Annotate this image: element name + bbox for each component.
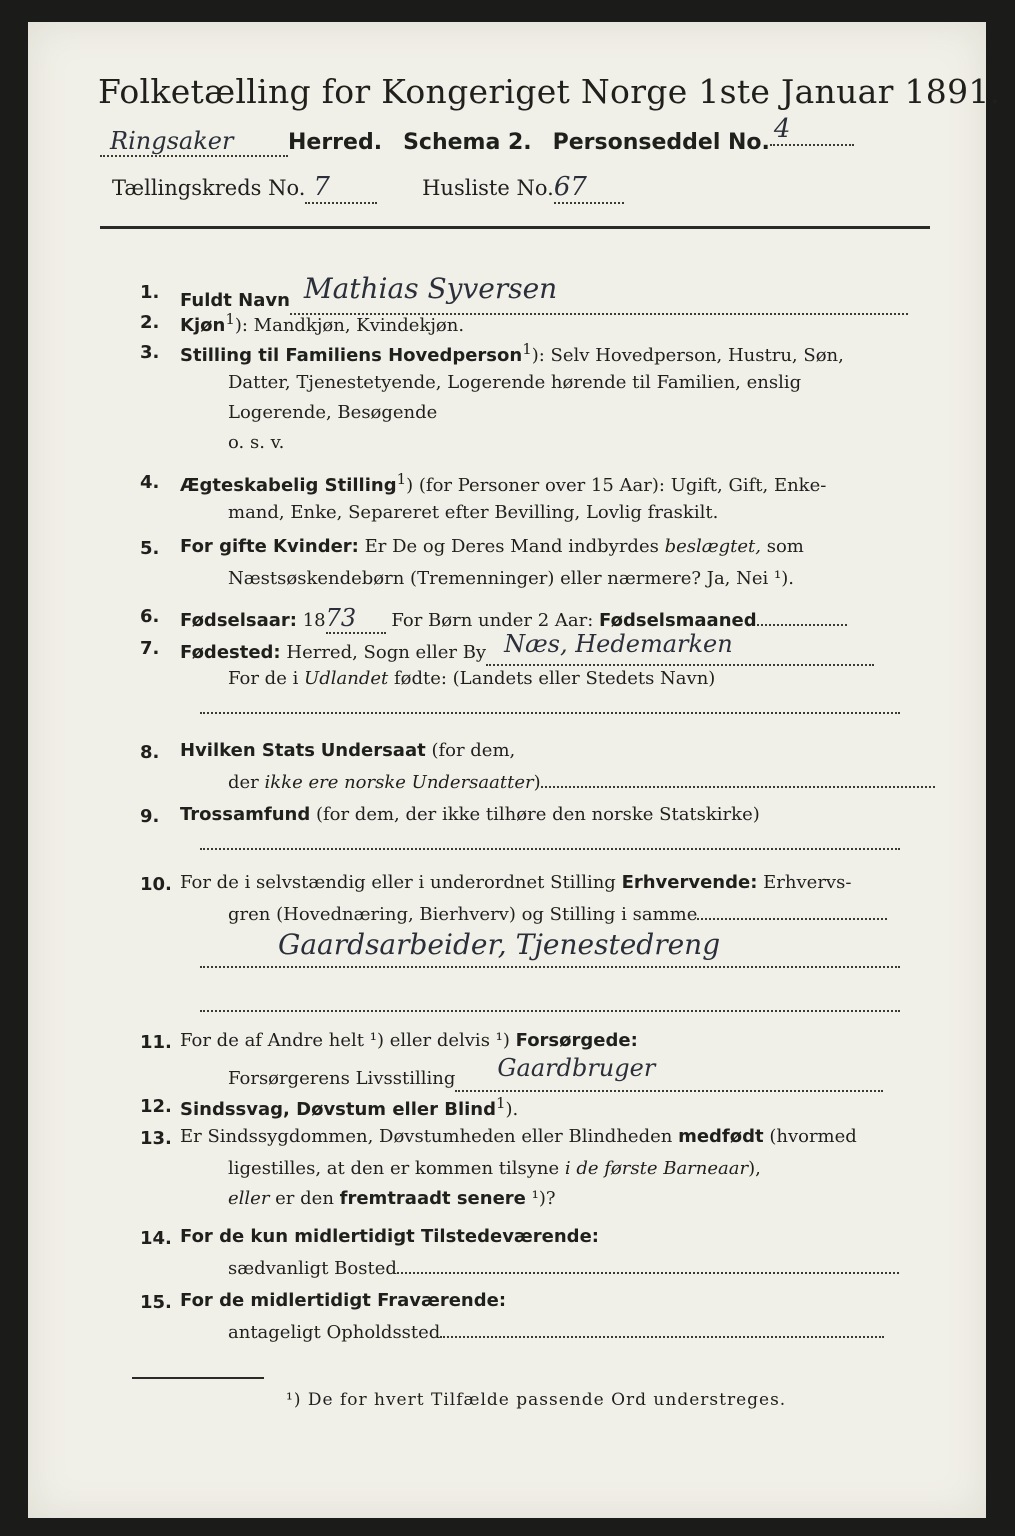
- birthplace-options: Herred, Sogn eller By: [286, 642, 487, 663]
- dependents-label: Forsørgede:: [515, 1030, 638, 1051]
- congenital-line-2: [228, 1158, 761, 1179]
- gender-footnote-mark: 1: [225, 310, 235, 328]
- item-number-4: 4.: [140, 472, 160, 493]
- herred-value: Ringsaker: [100, 127, 288, 157]
- congenital-text-2b: i de første Barneaar: [564, 1158, 749, 1179]
- later-onset-label: fremtraadt senere: [339, 1188, 526, 1209]
- occupation-line-4: [200, 1010, 900, 1012]
- position-options-2: Datter, Tjenestetyende, Logerende hørende til Familien, enslig: [228, 372, 802, 393]
- birthplace-abroad-c: fødte: (Landets eller Stedets Navn): [388, 668, 716, 689]
- marital-options-1: ) (for Personer over 15 Aar): Ugift, Gift, Enke-: [406, 475, 827, 496]
- census-form-page: [28, 22, 1001, 1518]
- citizenship-line-2: [228, 772, 935, 793]
- herred-line: [100, 114, 854, 158]
- marital-label: Ægteskabelig Stilling: [180, 475, 397, 496]
- citizenship-text-b: ikke ere norske Undersaatter: [264, 772, 534, 793]
- schema-label: Schema 2.: [403, 130, 532, 155]
- married-women-question-a: Er De og Deres Mand indbyrdes: [364, 536, 665, 557]
- item-number-14: 14.: [140, 1228, 172, 1249]
- full-name-label: Fuldt Navn: [180, 290, 290, 311]
- occupation-text-2: gren (Hovednæring, Bierhverv) og Stilling i samme: [228, 904, 698, 925]
- item-7-birthplace: [180, 630, 874, 666]
- citizenship-label-b: Undersaat: [320, 740, 426, 761]
- birth-month-intro: For Børn under 2 Aar:: [391, 610, 594, 631]
- item-number-9: 9.: [140, 806, 160, 827]
- personseddel-label: Personseddel No.: [552, 130, 770, 155]
- kreds-value: 7: [305, 172, 377, 204]
- citizenship-qualifier: (for dem,: [431, 740, 516, 761]
- footnote: ¹) De for hvert Tilfælde passende Ord understreges.: [286, 1390, 787, 1410]
- item-8-citizenship: [180, 740, 515, 761]
- citizenship-text-c: ): [533, 772, 541, 793]
- item-10-occupation: [180, 872, 851, 893]
- item-3-position: [180, 340, 844, 366]
- form-title: Folketælling for Kongeriget Norge 1ste Januar 1891.: [98, 72, 1001, 111]
- congenital-line-3: [228, 1188, 556, 1209]
- married-women-question-b: beslægtet,: [664, 536, 762, 557]
- presumed-residence-line: [228, 1322, 884, 1343]
- birthplace-abroad: [228, 668, 715, 689]
- occupation-label: Erhvervende:: [621, 872, 758, 893]
- footnote-rule: [132, 1377, 264, 1379]
- item-13-congenital: [180, 1126, 857, 1147]
- congenital-text-3c: ¹)?: [525, 1188, 556, 1209]
- dependents-intro: For de af Andre helt ¹) eller delvis ¹): [180, 1030, 510, 1051]
- occupation-line-2: [228, 904, 887, 925]
- item-2-gender: [180, 310, 464, 336]
- item-12-disability: [180, 1094, 518, 1120]
- item-number-5: 5.: [140, 538, 160, 559]
- husliste-value: 67: [554, 172, 624, 204]
- temporary-absent-label: For de midlertidigt Fraværende:: [180, 1290, 507, 1311]
- disability-text: ).: [505, 1099, 519, 1120]
- occupation-intro: For de i selvstændig eller i underordnet Stilling: [180, 872, 616, 893]
- disability-label: Sindssvag, Døvstum eller Blind: [180, 1099, 496, 1120]
- birth-year-label: Fødselsaar:: [180, 610, 297, 631]
- item-number-6: 6.: [140, 606, 160, 627]
- husliste-label: Husliste No.: [422, 176, 554, 200]
- kreds-label: Tællingskreds No.: [112, 176, 306, 200]
- item-number-1: 1.: [140, 282, 160, 303]
- citizenship-label-a: Hvilken Stats: [180, 740, 315, 761]
- item-number-11: 11.: [140, 1032, 172, 1053]
- item-9-religion: [180, 804, 760, 825]
- item-number-8: 8.: [140, 742, 160, 763]
- item-number-13: 13.: [140, 1128, 172, 1149]
- married-women-label: For gifte Kvinder:: [180, 536, 359, 557]
- item-number-2: 2.: [140, 312, 160, 333]
- birthplace-abroad-line: [200, 712, 900, 714]
- position-options-1: ): Selv Hovedperson, Hustru, Søn,: [531, 345, 844, 366]
- gender-label: Kjøn: [180, 315, 226, 336]
- religion-label: Trossamfund: [180, 804, 311, 825]
- item-15-temporary-absent: [180, 1290, 506, 1311]
- congenital-text-b: (hvormed: [763, 1126, 857, 1147]
- position-label: Stilling til Familiens Hovedperson: [180, 345, 523, 366]
- gender-options: ): Mandkjøn, Kvindekjøn.: [234, 315, 465, 336]
- disability-footnote-mark: 1: [495, 1094, 506, 1112]
- item-4-marital: [180, 470, 826, 496]
- kreds-line: [112, 172, 624, 204]
- birthplace-label: Fødested:: [180, 642, 281, 663]
- birthplace-value: Næs, Hedemarken: [504, 630, 733, 658]
- congenital-label: medfødt: [678, 1126, 764, 1147]
- item-number-15: 15.: [140, 1292, 172, 1313]
- birthplace-abroad-b: Udlandet: [304, 668, 389, 689]
- married-women-question-c: som: [761, 536, 804, 557]
- provider-occupation-value: Gaardbruger: [497, 1054, 656, 1082]
- birth-year-prefix: 18: [302, 610, 326, 631]
- congenital-text-3b: er den: [269, 1188, 340, 1209]
- congenital-text-2c: ),: [748, 1158, 761, 1179]
- dependents-line-2: [228, 1054, 883, 1092]
- marital-footnote-mark: 1: [396, 470, 407, 488]
- position-options-4: o. s. v.: [228, 432, 285, 453]
- presumed-residence-label: antageligt Opholdssted: [228, 1322, 441, 1343]
- item-number-12: 12.: [140, 1096, 172, 1117]
- position-options-3: Logerende, Besøgende: [228, 402, 438, 423]
- item-number-7: 7.: [140, 638, 160, 659]
- position-footnote-mark: 1: [522, 340, 532, 358]
- occupation-text-1: Erhvervs-: [763, 872, 852, 893]
- congenital-text-2a: ligestilles, at den er kommen tilsyne: [228, 1158, 565, 1179]
- birth-month-label: Fødselsmaaned: [599, 610, 757, 631]
- citizenship-text-a: der: [228, 772, 265, 793]
- usual-residence-line: [228, 1258, 899, 1279]
- item-14-temporary-present: [180, 1226, 599, 1247]
- congenital-text-a: Er Sindssygdommen, Døvstumheden eller Blindheden: [180, 1126, 679, 1147]
- religion-qualifier: (for dem, der ikke tilhøre den norske Statskirke): [315, 804, 760, 825]
- herred-label: Herred.: [288, 130, 383, 155]
- item-5-married-women: [180, 536, 804, 557]
- personseddel-value: 4: [770, 114, 854, 146]
- religion-line: [200, 848, 900, 850]
- marital-options-2: mand, Enke, Separeret efter Bevilling, Lovlig fraskilt.: [228, 502, 719, 523]
- item-11-dependents: [180, 1030, 638, 1051]
- occupation-value: Gaardsarbeider, Tjenestedreng: [278, 928, 721, 961]
- item-number-3: 3.: [140, 342, 160, 363]
- occupation-line-3: [200, 966, 900, 968]
- item-number-10: 10.: [140, 874, 172, 895]
- header-rule: [100, 226, 930, 229]
- congenital-text-3a: eller: [228, 1188, 270, 1209]
- married-women-question-2: Næstsøskendebørn (Tremenninger) eller nærmere? Ja, Nei ¹).: [228, 568, 794, 589]
- full-name-value: Mathias Syversen: [303, 272, 558, 305]
- temporary-present-label: For de kun midlertidigt Tilstedeværende:: [180, 1226, 599, 1247]
- birth-year-value: 73: [326, 604, 386, 634]
- provider-occupation-label: Forsørgerens Livsstilling: [228, 1068, 456, 1089]
- birthplace-abroad-a: For de i: [228, 668, 305, 689]
- usual-residence-label: sædvanligt Bosted: [228, 1258, 397, 1279]
